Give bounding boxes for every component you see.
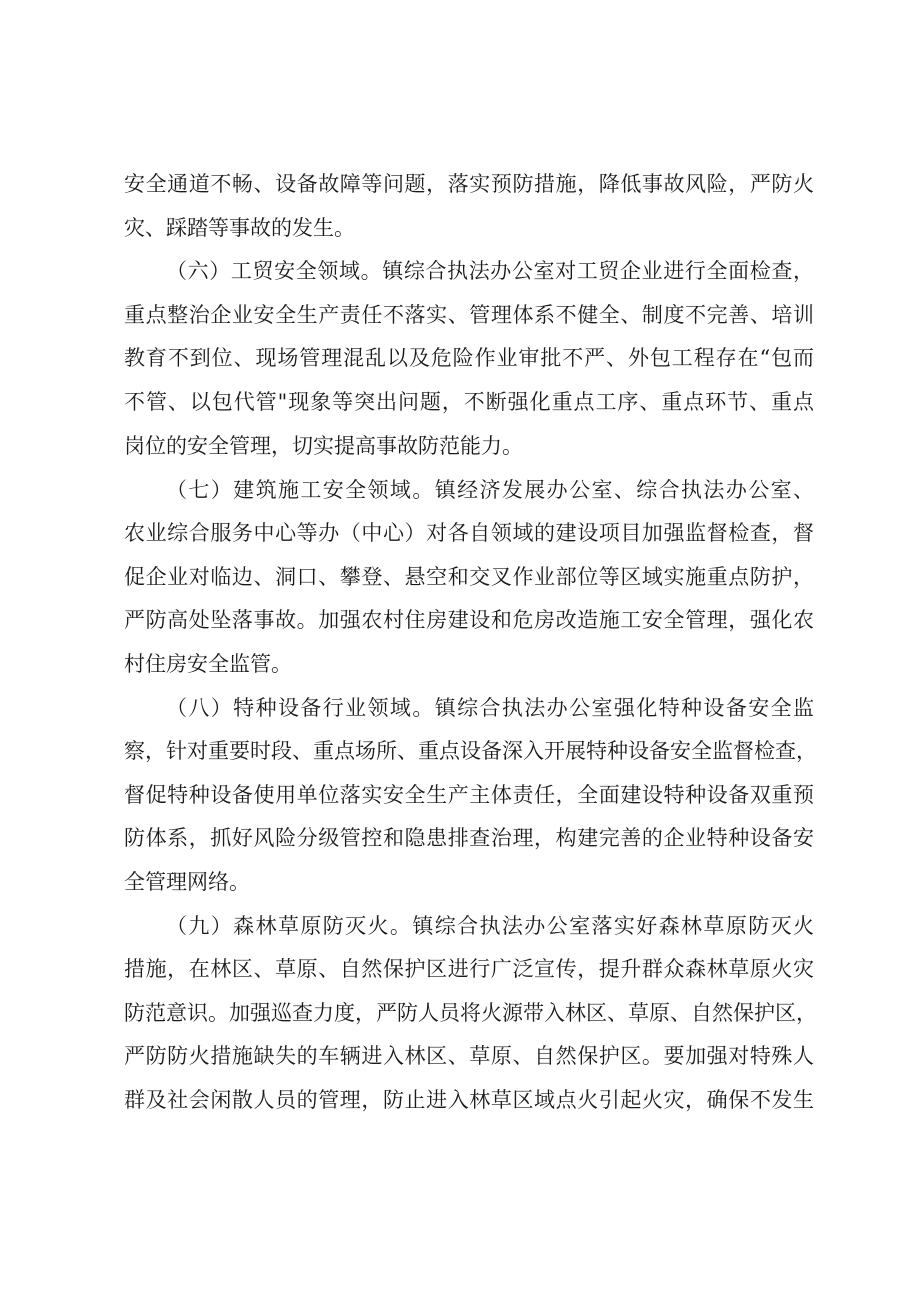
text-line: 教育不到位、现场管理混乱以及危险作业审批不严、外包工程存在“包而 [124, 346, 814, 370]
text-line: 岗位的安全管理，切实提高事故防范能力。 [124, 434, 523, 458]
text-line: 村住房安全监管。 [124, 652, 292, 676]
text-line: 严防防火措施缺失的车辆进入林区、草原、自然保护区。要加强对特殊人 [124, 1044, 814, 1068]
text-line: 不管、以包代管"现象等突出问题，不断强化重点工序、重点环节、重点 [124, 390, 814, 414]
text-line: 群及社会闲散人员的管理，防止进入林草区域点火引起火灾，确保不发生 [124, 1088, 814, 1112]
text-line: 督促特种设备使用单位落实安全生产主体责任，全面建设特种设备双重预 [124, 783, 814, 807]
text-line: 重点整治企业安全生产责任不落实、管理体系不健全、制度不完善、培训 [124, 303, 814, 327]
text-line: 措施，在林区、草原、自然保护区进行广泛宣传，提升群众森林草原火灾 [124, 957, 814, 981]
text-line: 农业综合服务中心等办（中心）对各自领域的建设项目加强监督检查，督 [124, 521, 814, 545]
text-line: 防体系，抓好风险分级管控和隐患排查治理，构建完善的企业特种设备安 [124, 826, 814, 850]
text-line: 察，针对重要时段、重点场所、重点设备深入开展特种设备安全监督检查， [124, 739, 817, 763]
text-line: 严防高处坠落事故。加强农村住房建设和危房改造施工安全管理，强化农 [124, 608, 814, 632]
text-line: 灾、踩踏等事故的发生。 [124, 216, 355, 240]
paragraph-heading-line: （九）森林草原防灭火。镇综合执法办公室落实好森林草原防灭火 [166, 914, 814, 938]
paragraph-heading-line: （七）建筑施工安全领域。镇经济发展办公室、综合执法办公室、 [166, 478, 814, 502]
text-line: 安全通道不畅、设备故障等问题，落实预防措施，降低事故风险，严防火 [124, 172, 814, 196]
text-line: 促企业对临边、洞口、攀登、悬空和交叉作业部位等区域实施重点防护， [124, 565, 814, 589]
paragraph-heading-line: （六）工贸安全领域。镇综合执法办公室对工贸企业进行全面检查， [166, 259, 814, 283]
text-line: 防范意识。加强巡查力度，严防人员将火源带入林区、草原、自然保护区， [124, 1001, 817, 1025]
text-line: 全管理网络。 [124, 870, 250, 894]
paragraph-heading-line: （八）特种设备行业领域。镇综合执法办公室强化特种设备安全监 [166, 696, 814, 720]
